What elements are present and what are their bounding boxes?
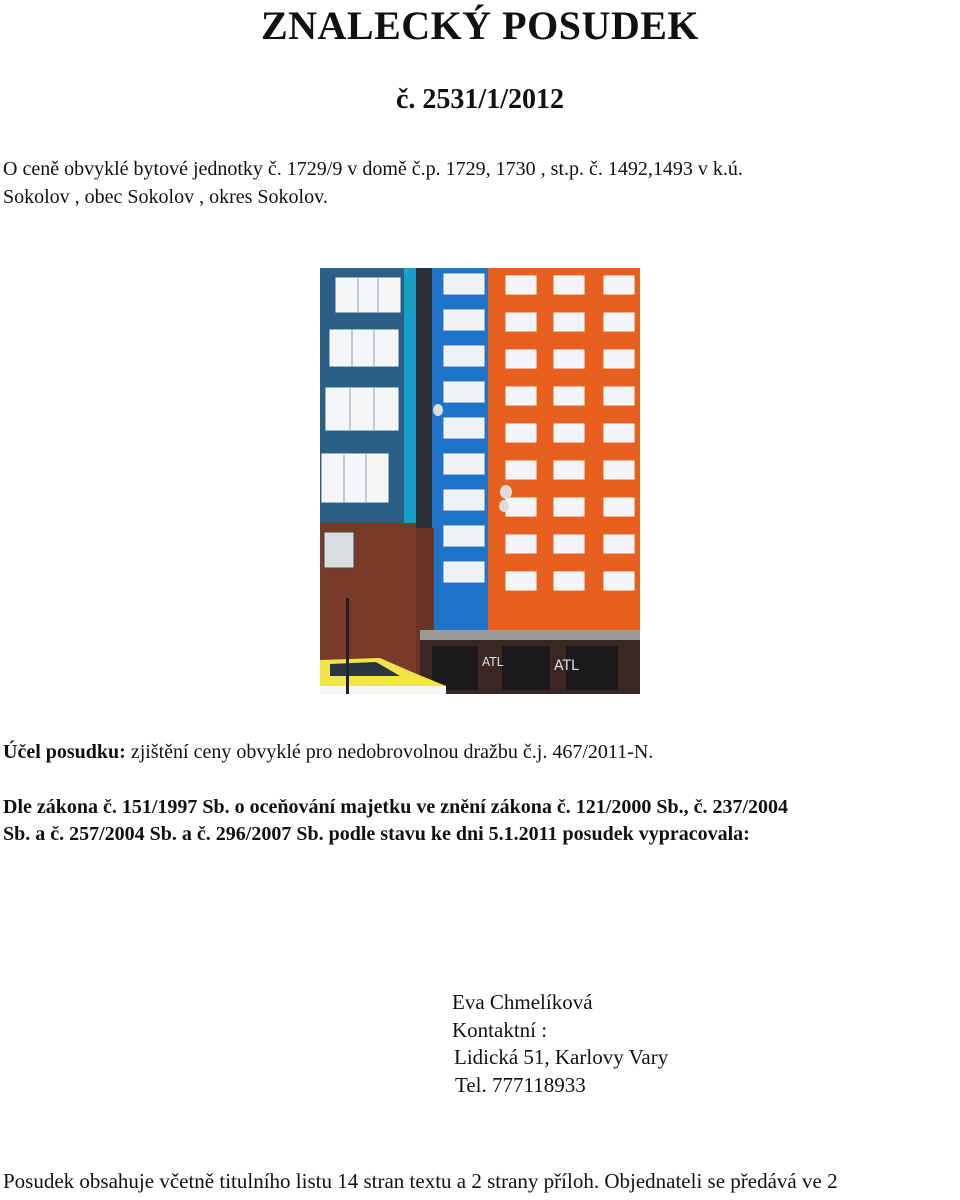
document-title: ZNALECKÝ POSUDEK xyxy=(260,3,700,48)
author-name: Eva Chmelíková xyxy=(452,990,593,1014)
building-photo xyxy=(320,268,640,694)
contact-phone: Tel. 777118933 xyxy=(455,1073,586,1097)
svg-text:ATL: ATL xyxy=(554,658,579,674)
purpose-text: zjištění ceny obvyklé pro nedobrovolnou dražbu č.j. 467/2011-N. xyxy=(130,741,654,763)
purpose-label: Účel posudku: xyxy=(3,741,126,763)
svg-text:ATL: ATL xyxy=(482,655,504,669)
page-count-note: Posudek obsahuje včetně titulního listu 14 stran textu a 2 strany příloh. Objednateli se předává ve 2 xyxy=(3,1169,838,1193)
contact-label: Kontaktní : xyxy=(452,1018,548,1042)
law-line-2: Sb. a č. 257/2004 Sb. a č. 296/2007 Sb. podle stavu ke dni 5.1.2011 posudek vypracovala: xyxy=(3,823,750,845)
subject-line-1: O ceně obvyklé bytové jednotky č. 1729/9 v domě č.p. 1729, 1730 , st.p. č. 1492,1493 v k.ú. xyxy=(3,158,743,180)
document-number: č. 2531/1/2012 xyxy=(396,84,564,115)
contact-address: Lidická 51, Karlovy Vary xyxy=(454,1045,669,1069)
subject-line-2: Sokolov , obec Sokolov , okres Sokolov. xyxy=(3,186,328,208)
purpose-line xyxy=(3,741,653,764)
law-line-1: Dle zákona č. 151/1997 Sb. o oceňování majetku ve znění zákona č. 121/2000 Sb., č. 237/2004 xyxy=(3,796,789,818)
